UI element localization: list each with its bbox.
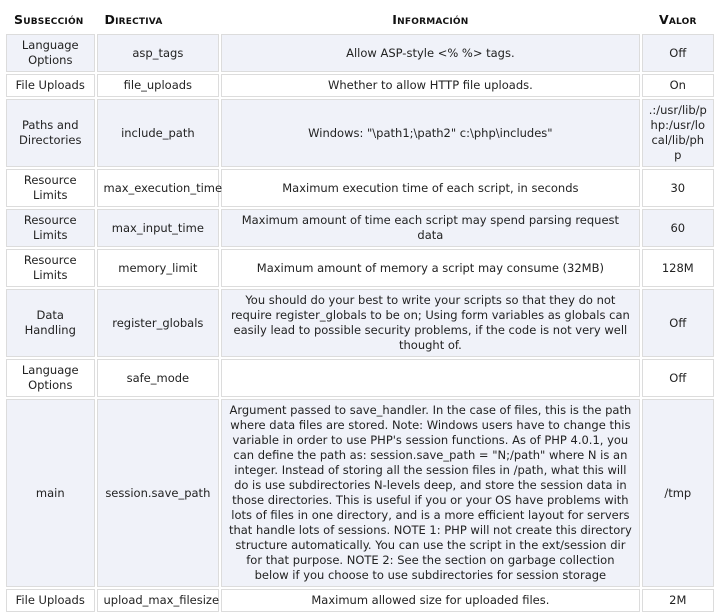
info-cell: Argument passed to save_handler. In the case of files, this is the path where data files are stored. Note: Windows users have to change this variable in order to use PHP's session functions. As of PHP 4.0.1, you can define the path as: session.save_path = "N;/path" where N is an integer. Instead of storing all the session files in /path, what this will do is use subdirectories N-levels deep, and store the session data in those directories. This is useful if you or your OS have problems with lots of files in one directory, and is a more efficient layout for servers that handle lots of sessions. NOTE 1: PHP will not create this directory structure automatically. You can use the script in the ext/session dir for that purpose. NOTE 2: See the section on garbage collection below if you choose to use subdirectories for session storage — [221, 399, 639, 587]
table-row — [6, 169, 714, 207]
table-row — [6, 359, 714, 397]
directive-cell: max_execution_time — [97, 169, 220, 207]
table-header-row — [6, 6, 714, 32]
subsection-cell: main — [6, 399, 95, 587]
subsection-cell: Resource Limits — [6, 249, 95, 287]
value-cell: 128M — [642, 249, 714, 287]
table-row — [6, 589, 714, 612]
directive-cell: upload_max_filesize — [97, 589, 220, 612]
info-cell: Whether to allow HTTP file uploads. — [221, 74, 639, 97]
table-row — [6, 209, 714, 247]
table-row — [6, 249, 714, 287]
table-row — [6, 399, 714, 587]
directive-cell: memory_limit — [97, 249, 220, 287]
subsection-cell: Resource Limits — [6, 169, 95, 207]
info-cell: Windows: "\path1;\path2" c:\php\includes" — [221, 99, 639, 167]
directive-cell: register_globals — [97, 289, 220, 357]
header-subseccion: Subsección — [6, 6, 95, 32]
table-row — [6, 34, 714, 72]
value-cell — [642, 99, 714, 167]
header-directiva: Directiva — [97, 6, 220, 32]
subsection-cell: Paths and Directories — [6, 99, 95, 167]
info-cell: Maximum amount of time each script may spend parsing request data — [221, 209, 639, 247]
header-informacion: Información — [221, 6, 639, 32]
value-cell: /tmp — [642, 399, 714, 587]
directive-cell: max_input_time — [97, 209, 220, 247]
subsection-cell: Data Handling — [6, 289, 95, 357]
subsection-cell: File Uploads — [6, 74, 95, 97]
value-cell: Off — [642, 289, 714, 357]
subsection-cell: Resource Limits — [6, 209, 95, 247]
value-cell: Off — [642, 34, 714, 72]
value-cell: 2M — [642, 589, 714, 612]
value-cell: On — [642, 74, 714, 97]
value-cell: 30 — [642, 169, 714, 207]
header-valor: Valor — [642, 6, 714, 32]
info-cell: Maximum amount of memory a script may consume (32MB) — [221, 249, 639, 287]
directive-cell: include_path — [97, 99, 220, 167]
subsection-cell: Language Options — [6, 34, 95, 72]
table-row — [6, 99, 714, 167]
table-row — [6, 74, 714, 97]
directive-cell: asp_tags — [97, 34, 220, 72]
info-cell — [221, 359, 639, 397]
value-cell: Off — [642, 359, 714, 397]
info-cell: Maximum execution time of each script, in seconds — [221, 169, 639, 207]
info-cell: Allow ASP-style <% %> tags. — [221, 34, 639, 72]
subsection-cell: File Uploads — [6, 589, 95, 612]
table-row — [6, 289, 714, 357]
directive-cell: file_uploads — [97, 74, 220, 97]
value-cell: 60 — [642, 209, 714, 247]
directive-cell: safe_mode — [97, 359, 220, 397]
directive-cell: session.save_path — [97, 399, 220, 587]
info-cell: You should do your best to write your scripts so that they do not require register_globals to be on; Using form variables as globals can easily lead to possible security problems, if the code is not very well thought of. — [221, 289, 639, 357]
info-cell: Maximum allowed size for uploaded files. — [221, 589, 639, 612]
subsection-cell: Language Options — [6, 359, 95, 397]
value-text: .:/usr/lib/php:/usr/local/lib/php — [648, 103, 707, 162]
php-directives-table — [4, 4, 716, 614]
